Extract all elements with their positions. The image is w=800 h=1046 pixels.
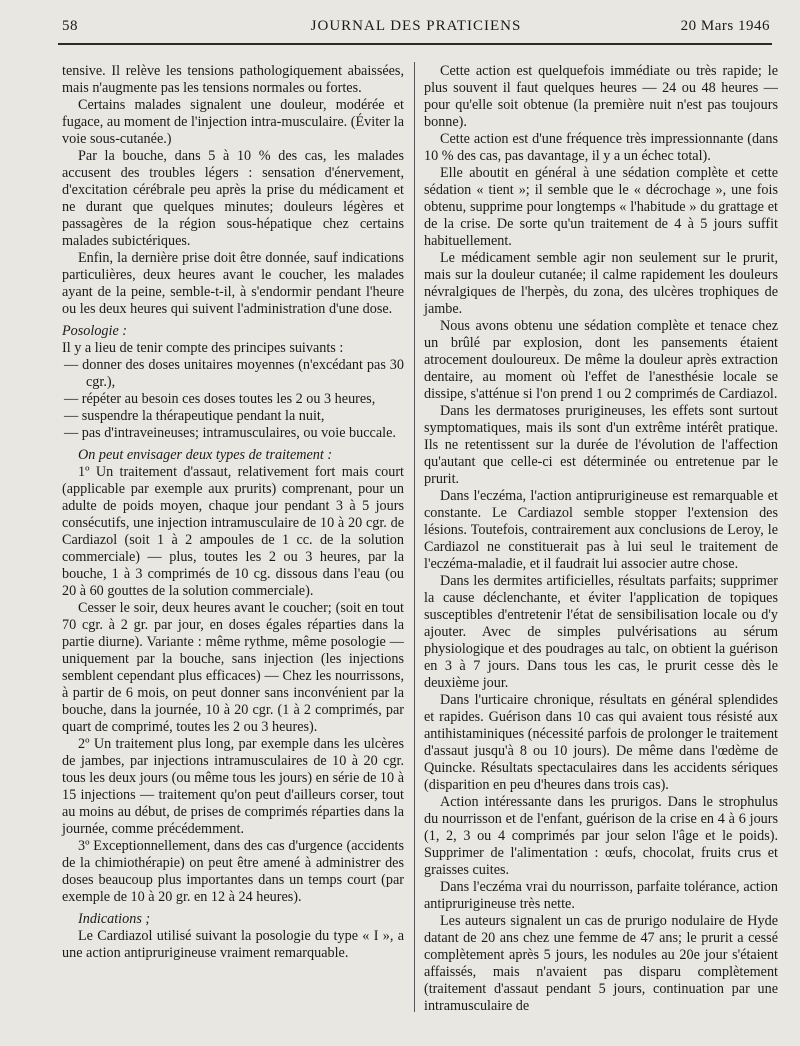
section-heading-posologie: Posologie : <box>62 323 128 339</box>
paragraph: Enfin, la dernière prise doit être donnée, sauf indications particulières, deux heures avant le coucher, les malades ayant de la peine, semble-t-il, à s'endormir pendant l'heure ou les deux heures qui suivent l'administration d'une dose. <box>62 250 404 317</box>
paragraph: Par la bouche, dans 5 à 10 % des cas, les malades accusent des troubles légers : sensation d'énervement, d'excitation cérébrale peu après la prise du médicament et ne durant que quelques minutes; douleurs légères et passagères de la région sous-hépatique chez certains malades subictériques. <box>62 148 404 249</box>
paragraph: Le médicament semble agir non seulement sur le prurit, mais sur la douleur cutanée; il calme rapidement les douleurs névralgiques de l'herpès, du zona, des ulcères trophiques de jambe. <box>424 250 778 317</box>
paragraph: 2º Un traitement plus long, par exemple dans les ulcères de jambes, par injections intramusculaires de 10 à 20 cgr. tous les deux jours (ou même tous les jours) en série de 10 à 15 injections — traitement qu'on peut d'ailleurs corser, tout au moins au début, de prises de comprimés réparties dans la journée, comme précédemment. <box>62 736 404 837</box>
paragraph: Dans l'eczéma, l'action antiprurigineuse est remarquable et constante. Le Cardiazol semble stopper l'extension des lésions. Toutefois, contrairement aux conclusions de Leroy, le Cardiazol ne constituerait pas à lui seul le traitement de l'eczéma-maladie, et il faudrait lui associer autre chose. <box>424 488 778 572</box>
paragraph: Dans les dermatoses prurigineuses, les effets sont surtout symptomatiques, mais ils sont d'un extrême intérêt pratique. Ils ne retentissent sur la durée de l'évolution de l'affection qu'autant que celle-ci est déterminée ou entretenue par le prurit. <box>424 403 778 487</box>
paragraph: Dans l'urticaire chronique, résultats en général splendides et rapides. Guérison dans 10 cas qui avaient tous résisté aux antihistaminiques (nécessité parfois de prolonger le traitement d'assaut jusqu'à 8 ou 10 jours). De même dans l'œdème de Quincke. Résultats spectaculaires dans les accidents sériques (disparition en peu d'heures dans trois cas). <box>424 692 778 793</box>
paragraph: Cette action est quelquefois immédiate ou très rapide; le plus souvent il faut quelques heures — 24 ou 48 heures — pour qu'elle soit obtenue (la première nuit n'est pas toujours bonne). <box>424 63 778 130</box>
left-column <box>62 63 404 962</box>
list-item: — suspendre la thérapeutique pendant la nuit, <box>64 408 325 424</box>
paragraph: Le Cardiazol utilisé suivant la posologie du type « I », a une action antiprurigineuse vraiment remarquable. <box>62 928 404 961</box>
list-item: — pas d'intraveineuses; intramusculaires, ou voie buccale. <box>64 425 396 441</box>
paragraph: Les auteurs signalent un cas de prurigo nodulaire de Hyde datant de 20 ans chez une femme de 47 ans; le prurit a cessé complètement après 5 jours, les nodules au 20e jour s'étaient affaissés, mais n'avaient pas disparu complètement (traitement d'assaut pendant 5 jours, continuation par une intramusculaire de <box>424 913 778 1014</box>
paragraph: Certains malades signalent une douleur, modérée et fugace, au moment de l'injection intra-musculaire. (Éviter la voie sous-cutanée.) <box>62 97 404 147</box>
paragraph: Nous avons obtenu une sédation complète et tenace chez un brûlé par explosion, dont les pansements étaient atrocement douloureux. De même la douleur après extraction dentaire, au moment où l'effet de l'anesthésie locale se dissipe, s'atténue si l'on prend 1 ou 2 comprimés de Cardiazol. <box>424 318 778 402</box>
paragraph: Elle aboutit en général à une sédation complète et cette sédation « tient »; il semble que le « décrochage », une fois obtenu, supprime pour longtemps « l'habitude » du grattage et de la crise. De sorte qu'un traitement de 4 à 5 jours suffit habituellement. <box>424 165 778 249</box>
section-heading-types: On peut envisager deux types de traitement : <box>78 447 333 463</box>
posologie-list <box>62 340 404 442</box>
section-heading-indications: Indications ; <box>78 911 151 927</box>
list-item: — donner des doses unitaires moyennes (n'excédant pas 30 cgr.), <box>64 357 404 390</box>
header-rule <box>58 43 772 45</box>
page-header <box>62 18 770 40</box>
paragraph: 3º Exceptionnellement, dans des cas d'urgence (accidents de la chimiothérapie) on peut être amené à administrer des doses beaucoup plus importantes dans un temps court (par exemple de 10 à 20 gr. en 12 à 24 heures). <box>62 838 404 905</box>
paragraph: Cette action est d'une fréquence très impressionnante (dans 10 % des cas, pas davantage, il y a un échec total). <box>424 131 778 164</box>
paragraph: 1º Un traitement d'assaut, relativement fort mais court (applicable par exemple aux prurits) comprenant, pour un adulte de poids moyen, chaque jour pendant 3 à 5 jours consécutifs, une injection intramusculaire de 10 à 20 cgr. de Cardiazol (soit 1 à 2 ampoules de 1 cc. de la solution commerciale) — plus, toutes les 2 ou 3 heures, par la bouche, 1 à 3 comprimés de 10 cg. dissous dans l'eau (ou 20 à 60 gouttes de la solution commerciale). <box>62 464 404 599</box>
journal-title: JOURNAL DES PRATICIENS <box>310 18 522 34</box>
page-number: 58 <box>62 18 78 34</box>
issue-date: 20 Mars 1946 <box>680 18 770 34</box>
paragraph: tensive. Il relève les tensions pathologiquement abaissées, mais n'augmente pas les tensions normales ou fortes. <box>62 63 404 96</box>
paragraph: Dans l'eczéma vrai du nourrisson, parfaite tolérance, action antiprurigineuse très nette. <box>424 879 778 912</box>
right-column <box>424 63 778 1015</box>
list-item: — répéter au besoin ces doses toutes les 2 ou 3 heures, <box>64 391 376 407</box>
paragraph: Action intéressante dans les prurigos. Dans le strophulus du nourrisson et de l'enfant, guérison de la crise en 4 à 6 jours (1, 2, 3 ou 4 comprimés par jour selon l'âge et le poids). Supprimer de l'alimentation : œufs, chocolat, fruits crus et graisses cuites. <box>424 794 778 878</box>
column-divider <box>414 62 415 1012</box>
list-intro: Il y a lieu de tenir compte des principes suivants : <box>62 340 344 356</box>
paragraph: Cesser le soir, deux heures avant le coucher; (soit en tout 70 cgr. à 2 gr. par jour, en doses égales réparties dans la partie diurne). Variante : même rythme, même posologie — uniquement par la bouche, sans injection (les injections semblent cependant plus efficaces) — Chez les nourrissons, à partir de 6 mois, on peut donner sans inconvénient par la bouche, dans la journée, 10 à 20 cgr. (1 à 2 comprimés, par quart de comprimé, toutes les 2 ou 3 heures). <box>62 600 404 735</box>
paragraph: Dans les dermites artificielles, résultats parfaits; supprimer la cause déclenchante, et éviter l'application de topiques susceptibles d'entretenir l'état de sensibilisation locale ou d'y ajouter. Avec de simples pulvérisations au sérum physiologique et des poudrages au talc, on obtient la guérison en 3 à 7 jours. Dans tous les cas, le prurit cesse dès le deuxième jour. <box>424 573 778 691</box>
